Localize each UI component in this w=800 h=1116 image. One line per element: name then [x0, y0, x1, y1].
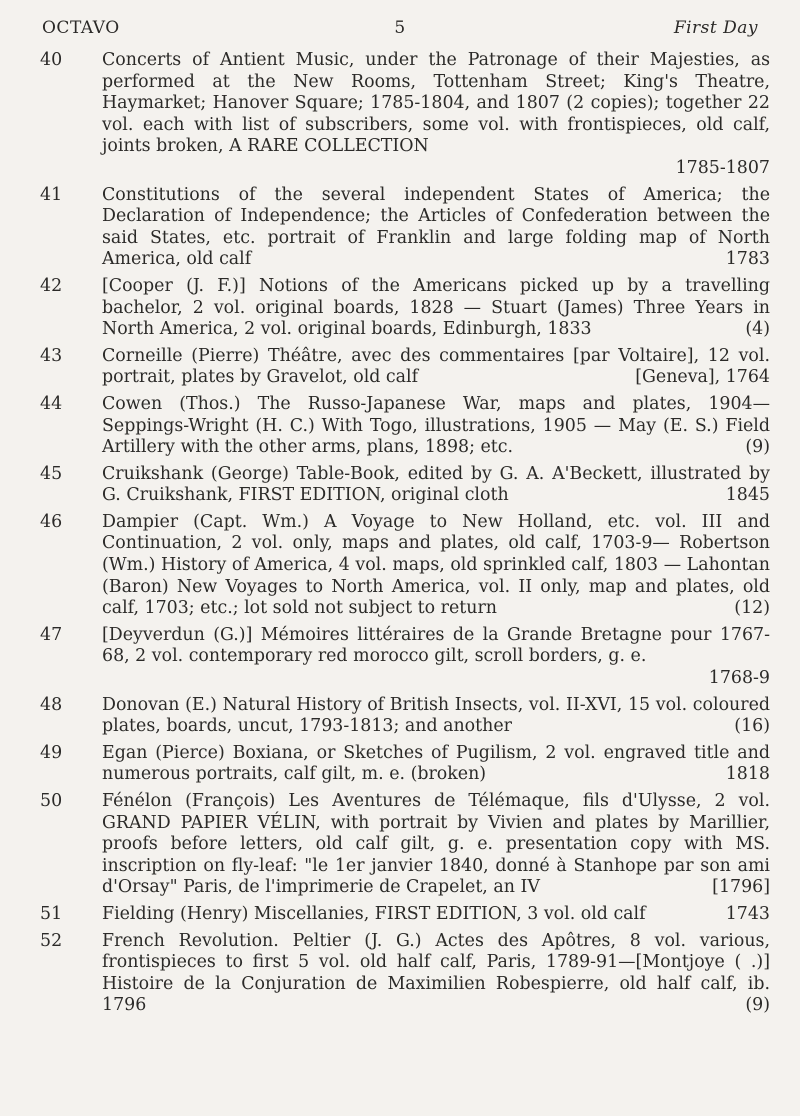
- lot-number: 48: [40, 694, 63, 715]
- lot-number: 44: [40, 393, 63, 414]
- lot-description: Fielding (Henry) Miscellanies, FIRST EDITION, 3 vol. old calf: [102, 903, 646, 924]
- header-sale-day: First Day: [673, 18, 758, 38]
- lot-number: 50: [40, 791, 63, 811]
- page-header: [42, 18, 758, 48]
- lot-entry: [40, 512, 770, 620]
- lot-description: [Cooper (J. F.)] Notions of the Americans picked up by a travelling bachelor, 2 vol. original boards, 1828 — Stuart (James) Three Years in North America, 2 vol. original boards, Edinburgh, 1833: [102, 275, 770, 340]
- page-number: 5: [394, 18, 406, 38]
- header-format: OCTAVO: [42, 18, 120, 38]
- lot-entry: [40, 464, 770, 507]
- lot-number: 45: [40, 463, 63, 484]
- lot-count: (16): [734, 716, 770, 737]
- lot-date: 1783: [725, 249, 770, 270]
- lot-entry: [40, 904, 770, 926]
- lot-number: 41: [40, 184, 63, 205]
- lot-date: [1796]: [712, 877, 770, 898]
- lot-description: Cowen (Thos.) The Russo-Japanese War, maps and plates, 1904— Seppings-Wright (H. C.) With Togo, illustrations, 1905 — May (E. S.) Field Artillery with the other arms, plans, 1898; etc.: [102, 393, 770, 458]
- lot-date: 1743: [725, 903, 770, 924]
- lot-entry: [40, 791, 770, 899]
- lot-entry: [40, 185, 770, 271]
- lot-entry: [40, 695, 770, 738]
- lot-entry: [40, 931, 770, 1017]
- lot-entry: [40, 50, 770, 180]
- lot-number: 43: [40, 345, 63, 366]
- lot-description: Egan (Pierce) Boxiana, or Sketches of Pugilism, 2 vol. engraved title and numerous portraits, calf gilt, m. e. (broken): [102, 742, 770, 785]
- lot-number: 51: [40, 903, 63, 924]
- lot-count: (4): [745, 319, 770, 340]
- lot-description: Donovan (E.) Natural History of British Insects, vol. II-XVI, 15 vol. coloured plates, boards, uncut, 1793-1813; and another: [102, 694, 770, 737]
- lot-number: 47: [40, 624, 63, 645]
- lot-count: (9): [745, 995, 770, 1016]
- lot-entry: [40, 394, 770, 459]
- lot-entry: [40, 743, 770, 786]
- lot-number: 40: [40, 50, 63, 70]
- lot-description: Corneille (Pierre) Théâtre, avec des commentaires [par Voltaire], 12 vol. portrait, plates by Gravelot, old calf: [102, 345, 770, 388]
- lot-date: 1818: [725, 764, 770, 785]
- lot-number: 49: [40, 742, 63, 763]
- lot-entry: [40, 346, 770, 389]
- lot-description: Dampier (Capt. Wm.) A Voyage to New Holland, etc. vol. III and Continuation, 2 vol. only, maps and plates, old calf, 1703-9— Robertson (Wm.) History of America, 4 vol. maps, old sprinkled calf, 1803 — Lahontan (Baron) New Voyages to North America, vol. II only, map and plates, old calf, 1703; etc.; lot sold not subject to return: [102, 511, 770, 619]
- lot-description: Cruikshank (George) Table-Book, edited by G. A. A'Beckett, illustrated by G. Cruikshank, FIRST EDITION, original cloth: [102, 463, 770, 506]
- lot-list: [40, 50, 770, 1022]
- lot-description: Concerts of Antient Music, under the Patronage of their Majesties, as performed at the New Rooms, Tottenham Street; King's Theatre, Haymarket; Hanover Square; 1785-1804, and 1807 (2 copies); together 22 vol. each with list of subscribers, some vol. with frontispieces, old calf, joints broken, A RARE COLLECTION: [102, 50, 770, 157]
- lot-date: [Geneva], 1764: [635, 367, 770, 388]
- lot-entry: [40, 625, 770, 690]
- lot-description: Fénélon (François) Les Aventures de Télémaque, fils d'Ulysse, 2 vol. GRAND PAPIER VÉLIN, with portrait by Vivien and plates by Marillier, proofs before letters, old calf gilt, g. e. presentation copy with MS. inscription on fly-leaf: "le 1er janvier 1840, donné à Stanhope par son ami d'Orsay" Paris, de l'imprimerie de Crapelet, an IV: [102, 791, 770, 898]
- lot-number: 52: [40, 930, 63, 951]
- lot-description: [Deyverdun (G.)] Mémoires littéraires de la Grande Bretagne pour 1767-68, 2 vol. contemporary red morocco gilt, scroll borders, g. e.: [102, 624, 770, 667]
- lot-description: Constitutions of the several independent States of America; the Declaration of Independence; the Articles of Confederation between the said States, etc. portrait of Franklin and large folding map of North America, old calf: [102, 184, 770, 270]
- lot-date: 1785-1807: [675, 157, 770, 178]
- lot-number: 42: [40, 275, 63, 296]
- lot-description: French Revolution. Peltier (J. G.) Actes des Apôtres, 8 vol. various, frontispieces to first 5 vol. old half calf, Paris, 1789-91—[Montjoye ( .)] Histoire de la Conjuration de Maximilien Robespierre, old half calf, ib. 1796: [102, 930, 770, 1016]
- lot-date: 1845: [725, 485, 770, 506]
- lot-number: 46: [40, 511, 63, 532]
- lot-count: (12): [734, 598, 770, 619]
- lot-entry: [40, 276, 770, 341]
- lot-count: (9): [745, 437, 770, 458]
- lot-date: 1768-9: [708, 668, 770, 689]
